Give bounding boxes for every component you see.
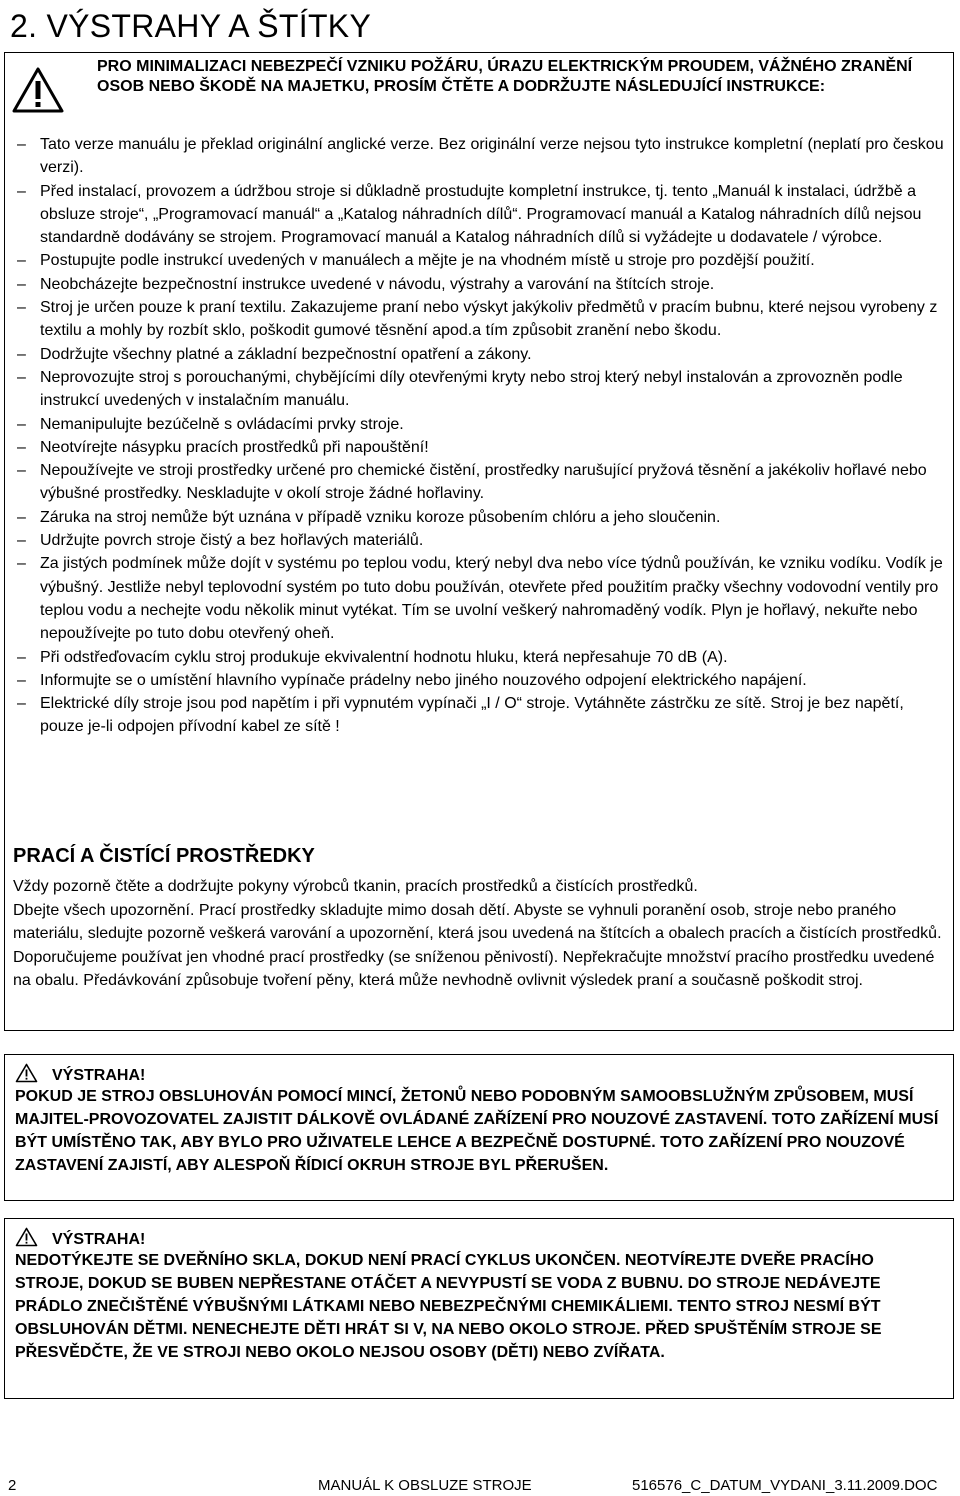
instruction-item	[17, 692, 947, 739]
instruction-text: Nemanipulujte bezúčelně s ovládacími prvky stroje.	[40, 415, 404, 433]
instruction-item	[17, 273, 947, 296]
warning-box-door-glass	[4, 1218, 954, 1399]
dash-bullet: –	[17, 532, 26, 550]
warning-icon	[12, 67, 64, 113]
instruction-list	[17, 133, 947, 739]
instruction-item	[17, 343, 947, 366]
dash-bullet: –	[17, 648, 26, 666]
dash-bullet: –	[17, 438, 26, 456]
instruction-text: Při odstřeďovacím cyklu stroj produkuje ekvivalentní hodnotu hluku, která nepřesahuje 70 dB (A).	[40, 648, 728, 666]
detergents-heading: PRACÍ A ČISTÍCÍ PROSTŘEDKY	[13, 845, 315, 867]
dash-bullet: –	[17, 695, 26, 713]
warning-text: NEDOTÝKEJTE SE DVEŘNÍHO SKLA, DOKUD NENÍ PRACÍ CYKLUS UKONČEN. NEOTVÍREJTE DVEŘE PRACÍHO STROJE, DOKUD SE BUBEN NEPŘESTANE OTÁČET A NEVYPUSTÍ SE VODA Z BUBNU. DO STROJE NEDÁVEJTE PRÁDLO ZNEČIŠTĚNÉ VÝBUŠNÝMI LÁTKAMI NEBO NEBEZPEČNÝMI CHEMIKÁLIEMI. TENTO STROJ NESMÍ BÝT OBSLUHOVÁN DĚTMI. NENECHEJTE DĚTI HRÁT SI V, NA NEBO OKOLO STROJE. PŘED SPUŠTĚNÍM STROJE SE PŘESVĚDČTE, ŽE VE STROJI NEBO OKOLO NEJSOU OSOBY (DĚTI) NEBO ZVÍŘATA.	[15, 1252, 882, 1361]
instruction-item	[17, 646, 947, 669]
detergents-paragraph: Dbejte všech upozornění. Prací prostředky skladujte mimo dosah dětí. Abyste se vyhnuli poranění osob, stroje nebo praného materiálu, sledujte pozorně veškerá varování a upozornění, která jsou uvedená na štítcích a obalech pracích a čistících prostředků.	[13, 901, 942, 942]
intro-warning: PRO MINIMALIZACI NEBEZPEČÍ VZNIKU POŽÁRU, ÚRAZU ELEKTRICKÝM PROUDEM, VÁŽNÉHO ZRANĚNÍ OSOB NEBO ŠKODĚ NA MAJETKU, PROSÍM ČTĚTE A DODRŽUJTE NÁSLEDUJÍCÍ INSTRUKCE:	[97, 58, 913, 95]
instruction-text: Stroj je určen pouze k praní textilu. Zakazujeme praní nebo výskyt jakýkoliv předmětů v pracím bubnu, které nejsou vyrobeny z textilu a mohly by rozbít sklo, poškodit gumové těsnění apod.a tím způsobit zranění nebo škodu.	[40, 299, 938, 340]
dash-bullet: –	[17, 415, 26, 433]
instruction-item	[17, 180, 947, 250]
dash-bullet: –	[17, 555, 26, 573]
detergents-paragraph: Doporučujeme používat jen vhodné prací prostředky (se sníženou pěnivostí). Nepřekračujte množství pracího prostředku uvedené na obalu. Předávkování způsobuje tvoření pěny, která může nevhodně ovlivnit výsledek praní a současně poškodit stroj.	[13, 948, 935, 989]
instruction-text: Za jistých podmínek může dojít v systému po teplou vodu, který nebyl dva nebo více týdnů používán, ke vzniku vodíku. Vodík je výbušný. Jestliže nebyl teplovodní systém po tuto dobu používán, otevřete před použitím pračky všechny vodovodní ventily pro teplou vodu a nechejte vodu několik minut vytékat. Tím se uvolní veškerý nahromaděný vodík. Plyn je hořlavý, nekuřte nebo nepoužívejte po tuto dobu otevřený oheň.	[40, 555, 943, 643]
instruction-text: Udržujte povrch stroje čistý a bez hořlavých materiálů.	[40, 532, 424, 550]
instruction-text: Informujte se o umístění hlavního vypínače prádelny nebo jiného nouzového odpojení elektrického napájení.	[40, 671, 807, 689]
instruction-item	[17, 459, 947, 506]
instruction-text: Neprovozujte stroj s porouchanými, chybějícími díly otevřenými kryty nebo stroj který nebyl instalován a zprovozněn podle instrukcí uvedených v instalačním manuálu.	[40, 368, 903, 410]
instruction-text: Tato verze manuálu je překlad originální anglické verze. Bez originální verze nejsou tyto instrukce kompletní (neplatí pro českou verzi).	[40, 136, 944, 177]
footer-page-number: 2	[8, 1477, 17, 1494]
instruction-item	[17, 552, 947, 645]
instruction-text: Neotvírejte násypku pracích prostředků při napouštění!	[40, 438, 429, 456]
instruction-text: Nepoužívejte ve stroji prostředky určené pro chemické čistění, prostředky narušující pryžová těsnění a jakékoliv hořlavé nebo výbušné prostředky. Neskladujte v okolí stroje žádné hořlaviny.	[40, 462, 927, 503]
dash-bullet: –	[17, 345, 26, 363]
detergents-paragraph: Vždy pozorně čtěte a dodržujte pokyny výrobců tkanin, pracích prostředků a čistících prostředků.	[13, 878, 698, 895]
instruction-text: Před instalací, provozem a údržbou stroje si důkladně prostudujte kompletní instrukce, tj. tento „Manuál k instalaci, údržbě a obsluze stroje“, „Programovací manuál“ a „Katalog náhradních dílů“. Programovací manuál a Katalog náhradních dílů nejsou standardně dodávány se strojem. Programovací manuál a Katalog náhradních dílů si vyžádejte u dodavatele / výrobce.	[40, 182, 922, 247]
instruction-item	[17, 133, 947, 180]
warning-box-coin-operated	[4, 1054, 954, 1201]
instruction-text: Postupujte podle instrukcí uvedených v manuálech a mějte je na vhodném místě u stroje pro pozdější použití.	[40, 252, 815, 270]
instruction-text: Elektrické díly stroje jsou pod napětím i při vypnutém vypínači „I / O“ stroje. Vytáhněte zástrčku ze sítě. Stroj je bez napětí, pouze je-li odpojen přívodní kabel ze sítě !	[40, 695, 904, 736]
dash-bullet: –	[17, 275, 26, 293]
warning-icon	[15, 1227, 38, 1247]
instruction-item	[17, 249, 947, 272]
dash-bullet: –	[17, 299, 26, 317]
instruction-text: Neobcházejte bezpečnostní instrukce uvedené v návodu, výstrahy a varování na štítcích stroje.	[40, 275, 715, 293]
detergents-body	[13, 875, 943, 993]
warning-label: VÝSTRAHA!	[52, 1231, 146, 1248]
safety-instructions-box	[4, 52, 954, 1031]
footer-manual-title: MANUÁL K OBSLUZE STROJE	[318, 1477, 532, 1494]
instruction-text: Dodržujte všechny platné a základní bezpečnostní opatření a zákony.	[40, 345, 532, 363]
warning-text: POKUD JE STROJ OBSLUHOVÁN POMOCÍ MINCÍ, ŽETONŮ NEBO PODOBNÝM SAMOOBSLUŽNÝM ZPŮSOBEM, MUSÍ MAJITEL-PROVOZOVATEL ZAJISTIT DÁLKOVĚ OVLÁDANÉ ZAŘÍZENÍ PRO NOUZOVÉ ZASTAVENÍ. TOTO ZAŘÍZENÍ MUSÍ BÝT UMÍSTĚNO TAK, ABY BYLO PRO UŽIVATELE LEHCE A BEZPEČNĚ DOSTUPNÉ. TOTO ZAŘÍZENÍ PRO NOUZOVÉ ZASTAVENÍ ZAJISTÍ, ABY ALESPOŇ ŘÍDICÍ OKRUH STROJE BYL PŘERUŠEN.	[15, 1088, 939, 1174]
dash-bullet: –	[17, 368, 26, 386]
instruction-item	[17, 366, 947, 413]
dash-bullet: –	[17, 671, 26, 689]
instruction-text: Záruka na stroj nemůže být uznána v případě vzniku koroze působením chlóru a jeho sloučenin.	[40, 508, 721, 526]
instruction-item	[17, 296, 947, 343]
instruction-item	[17, 436, 947, 459]
warning-heading	[15, 1063, 145, 1086]
footer-document-id: 516576_C_DATUM_VYDANI_3.11.2009.DOC	[632, 1477, 938, 1494]
warning-icon	[15, 1063, 38, 1083]
dash-bullet: –	[17, 508, 26, 526]
instruction-item	[17, 506, 947, 529]
dash-bullet: –	[17, 462, 26, 480]
dash-bullet: –	[17, 182, 26, 200]
page-title: 2. VÝSTRAHY A ŠTÍTKY	[10, 8, 372, 44]
instruction-item	[17, 669, 947, 692]
warning-heading	[15, 1227, 145, 1250]
instruction-item	[17, 529, 947, 552]
instruction-item	[17, 413, 947, 436]
dash-bullet: –	[17, 136, 26, 153]
warning-label: VÝSTRAHA!	[52, 1067, 146, 1084]
dash-bullet: –	[17, 252, 26, 270]
